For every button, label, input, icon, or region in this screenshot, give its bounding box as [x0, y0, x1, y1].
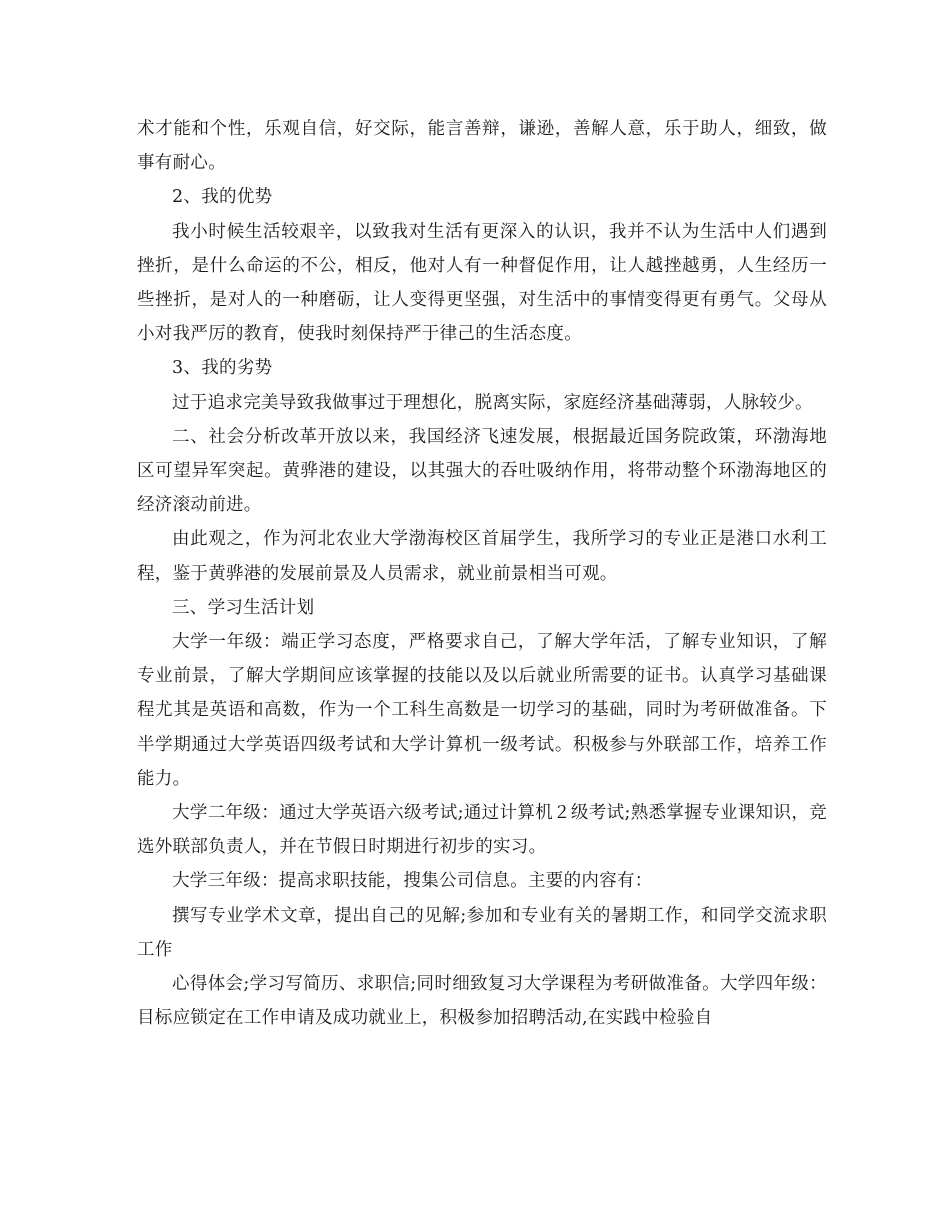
paragraph-year-four: 心得体会;学习写简历、求职信;同时细致复习大学课程为考研做准备。大学四年级：目标应锁定在工作申请及成功就业上，积极参加招聘活动,在实践中检验自	[137, 974, 827, 1029]
paragraph-year-three-detail: 撰写专业学术文章，提出自己的见解;参加和专业有关的暑期工作，和同学交流求职工作	[137, 905, 827, 960]
paragraph-personality: 术才能和个性，乐观自信，好交际，能言善辩，谦逊，善解人意，乐于助人，细致，做事有耐心。	[137, 119, 827, 174]
paragraph-year-one: 大学一年级：端正学习态度，严格要求自己，了解大学年活，了解专业知识，了解专业前景，了解大学期间应该掌握的技能以及以后就业所需要的证书。认真学习基础课程尤其是英语和高数，作为一个工科生高数是一切学习的基础，同时为考研做准备。下半学期通过大学英语四级考试和大学计算机一级考试。积极参与外联部工作，培养工作能力。	[137, 632, 827, 789]
paragraph-strengths: 我小时候生活较艰辛，以致我对生活有更深入的认识，我并不认为生活中人们遇到挫折，是什么命运的不公，相反，他对人有一种督促作用，让人越挫越勇，人生经历一些挫折，是对人的一种磨砺，让人变得更坚强，对生活中的事情变得更有勇气。父母从小对我严厉的教育，使我时刻保持严于律己的生活态度。	[137, 221, 827, 345]
document-body	[137, 112, 827, 1035]
paragraph-weaknesses: 过于追求完美导致我做事过于理想化，脱离实际，家庭经济基础薄弱，人脉较少。	[172, 392, 813, 413]
paragraph-year-two: 大学二年级：通过大学英语六级考试;通过计算机２级考试;熟悉掌握专业课知识，竞选外联部负责人，并在节假日时期进行初步的实习。	[137, 803, 827, 858]
paragraph-major-outlook: 由此观之，作为河北农业大学渤海校区首届学生，我所学习的专业正是港口水利工程，鉴于黄骅港的发展前景及人员需求，就业前景相当可观。	[137, 529, 827, 584]
heading-study-plan: 三、学习生活计划	[172, 597, 315, 618]
paragraph-social-analysis: 二、社会分析改革开放以来，我国经济飞速发展，根据最近国务院政策，环渤海地区可望异军突起。黄骅港的建设，以其强大的吞吐吸纳作用，将带动整个环渤海地区的经济滚动前进。	[137, 426, 827, 516]
heading-strengths: 2、我的优势	[172, 187, 273, 208]
heading-weaknesses: 3、我的劣势	[172, 358, 273, 379]
paragraph-year-three: 大学三年级：提高求职技能，搜集公司信息。主要的内容有：	[172, 871, 653, 892]
